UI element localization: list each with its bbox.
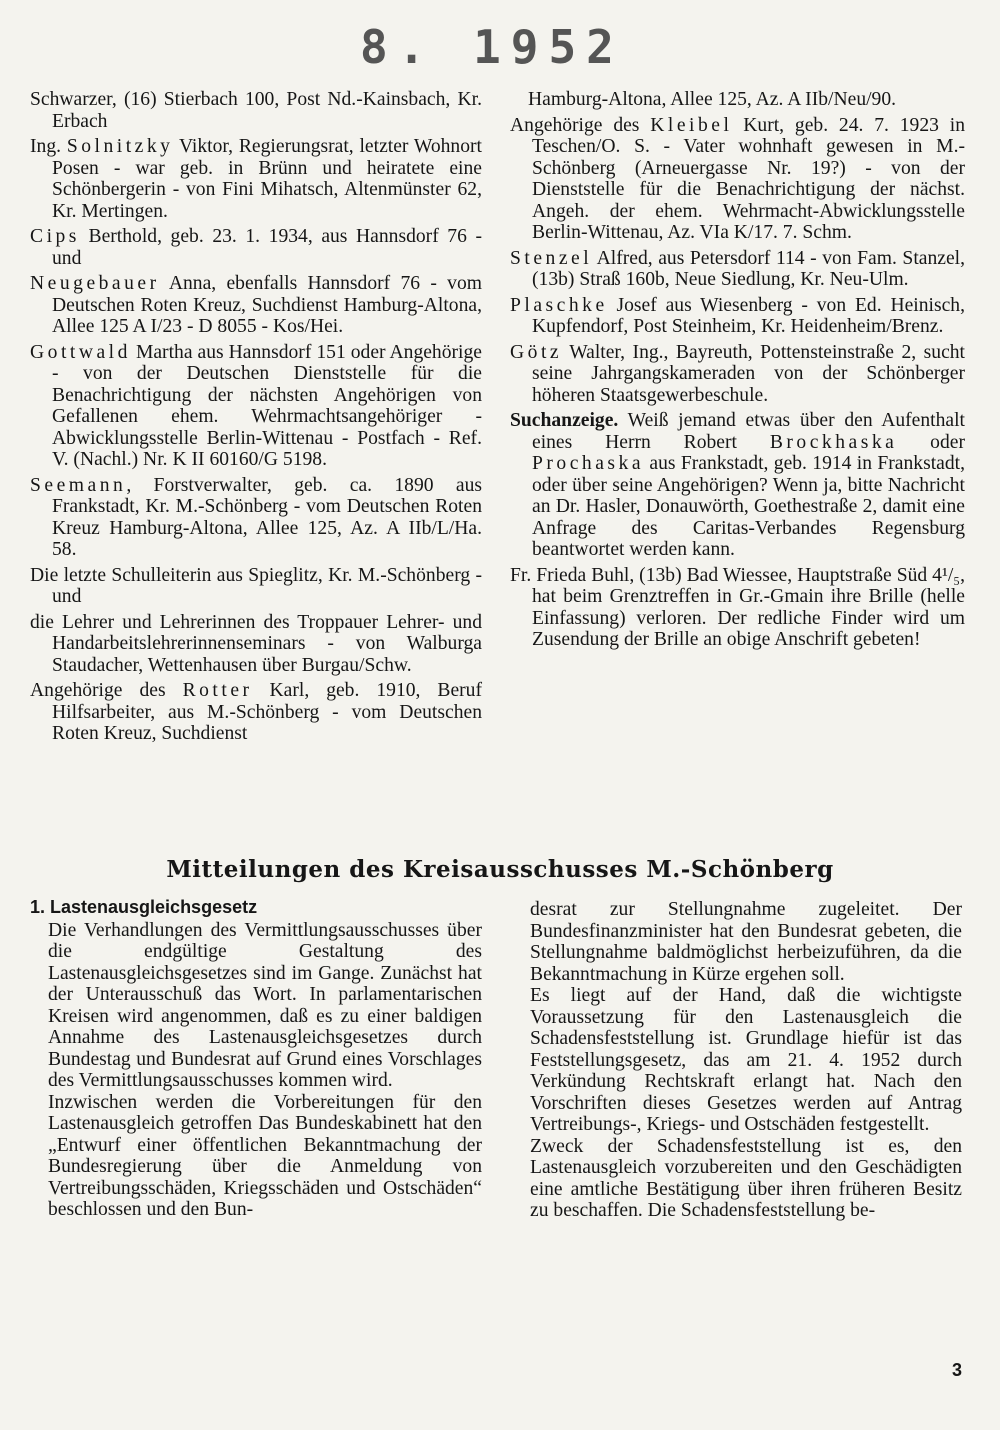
article-paragraph: desrat zur Stellungnahme zugeleitet. Der Bundesfinanzminister hat den Bundesrat gebeten, die Stellungnahme baldmöglichst herbeizuführen, da die Bekanntmachung in Kürze ergehen soll. bbox=[530, 899, 962, 985]
notice: Angehörige des Rotter Karl, geb. 1910, Beruf Hilfsarbeiter, aus M.-Schönberg - vom Deutschen Roten Kreuz, Suchdienst bbox=[30, 680, 483, 744]
article-paragraph: Es liegt auf der Hand, daß die wichtigste Voraussetzung für den Lastenausgleich die Schadensfeststellung ist. Grundlage hiefür ist das Feststellungsgesetz, das am 21. 4. 1952 durch Verkündung Rechtskraft erlangt hat. Nach den Vorschriften dieses Gesetzes werden auf Antrag Vertreibungs-, Kriegs- und Ostschäden festgestellt. bbox=[530, 985, 962, 1135]
notice: Stenzel Alfred, aus Petersdorf 114 - von Fam. Stanzel, (13b) Straß 160b, Neue Siedlung, Kr. Neu-Ulm. bbox=[510, 247, 965, 290]
notice: Gottwald Martha aus Hannsdorf 151 oder Angehörige - von der Deutschen Dienststelle für die Benachrichtigung der nächsten Angehörigen von Gefallenen ehem. Wehrmachtsangehöriger - Abwicklungsstelle Berlin-Wittenau - Postfach - Ref. V. (Nachl.) Nr. K II 60160/G 5198. bbox=[30, 341, 482, 470]
left-column-notices bbox=[30, 89, 482, 749]
notice: Neugebauer Anna, ebenfalls Hannsdorf 76 - vom Deutschen Roten Kreuz, Suchdienst Hamburg-Altona, Allee 125 A I/23 - D 8055 - Kos/Hei. bbox=[30, 273, 482, 337]
article-paragraph: Die Verhandlungen des Vermittlungsausschusses über die endgültige Gestaltung des Lastenausgleichsgesetzes sind im Gange. Zunächst hat der Unterausschuß das Wort. In parlamentarischen Kreisen wird angenommen, daß es zu einer baldigen Annahme des Lastenausgleichsgesetzes durch Bundestag und Bundesrat auf Grund eines Vorschlages des Vermittlungsausschusses kommen wird. bbox=[48, 919, 482, 1091]
notice: Seemann, Forstverwalter, geb. ca. 1890 aus Frankstadt, Kr. M.-Schönberg - vom Deutschen Roten Kreuz Hamburg-Altona, Allee 125, Az. A IIb/L/Ha. 58. bbox=[30, 474, 482, 560]
article-right-column bbox=[530, 899, 962, 1222]
notice: Ing. Solnitzky Viktor, Regierungsrat, letzter Wohnort Posen - war geb. in Brünn und heiratete eine Schönbergerin - von Fini Mihatsch, Altenmünster 62, Kr. Mertingen. bbox=[30, 136, 482, 222]
article-paragraph: Zweck der Schadensfeststellung ist es, den Lastenausgleich vorzubereiten und den Geschädigten eine amtliche Bestätigung über ihren früheren Besitz zu beschaffen. Die Schadensfeststellung be- bbox=[530, 1135, 962, 1221]
section-heading: Mitteilungen des Kreisausschusses M.-Schönberg bbox=[166, 856, 834, 883]
notice: Schwarzer, (16) Stierbach 100, Post Nd.-Kainsbach, Kr. Erbach bbox=[30, 89, 482, 132]
article-paragraph: Inzwischen werden die Vorbereitungen für den Lastenausgleich getroffen Das Bundeskabinett hat den „Entwurf einer öffentlichen Bekanntmachung der Bundesregierung über die Anmeldung von Vertreibungsschäden, Kriegsschäden und Ostschäden“ beschlossen und den Bun- bbox=[48, 1091, 482, 1220]
search-notice: Suchanzeige. Weiß jemand etwas über den Aufenthalt eines Herrn Robert Brockhaska oder Prochaska aus Frankstadt, geb. 1914 in Frankstadt, oder über seine Angehörigen? Wenn ja, bitte Nachricht an Dr. Hasler, Donauwörth, Goethestraße 2, damit eine Anfrage des Caritas-Verbandes Regensburg beantwortet werden kann. bbox=[510, 410, 965, 560]
notice: Die letzte Schulleiterin aus Spieglitz, Kr. M.-Schönberg - und bbox=[30, 564, 482, 607]
article-left-column bbox=[30, 897, 482, 1221]
article-title: 1. Lastenausgleichsgesetz bbox=[30, 897, 258, 917]
notice: Angehörige des Kleibel Kurt, geb. 24. 7. 1923 in Teschen/O. S. - Vater wohnhaft gewesen in M.-Schönberg (Arneuergasse Nr. 19?) - von der Dienststelle für die Benachrichtigung der nächst. Angeh. der ehem. Wehrmacht-Abwicklungsstelle Berlin-Wittenau, Az. VIa K/17. 7. Schm. bbox=[510, 114, 965, 243]
date-stamp: 8. 1952 bbox=[360, 20, 624, 74]
notice-continuation: Hamburg-Altona, Allee 125, Az. A IIb/Neu/90. bbox=[528, 89, 897, 110]
notice: Plaschke Josef aus Wiesenberg - von Ed. Heinisch, Kupfendorf, Post Steinheim, Kr. Heidenheim/Brenz. bbox=[510, 294, 965, 337]
page-number: 3 bbox=[952, 1360, 963, 1380]
right-column-notices bbox=[510, 89, 965, 655]
notice: Götz Walter, Ing., Bayreuth, Pottensteinstraße 2, sucht seine Jahrgangskameraden von der Schönberger höheren Staatsgewerbeschule. bbox=[510, 341, 965, 406]
notice: Cips Berthold, geb. 23. 1. 1934, aus Hannsdorf 76 - und bbox=[30, 226, 482, 269]
notice: die Lehrer und Lehrerinnen des Troppauer Lehrer- und Handarbeitslehrerinnenseminars - von Walburga Staudacher, Wettenhausen über Burgau/Schw. bbox=[30, 611, 482, 676]
notice: Fr. Frieda Buhl, (13b) Bad Wiessee, Hauptstraße Süd 4¹/₅, hat beim Grenztreffen in Gr.-Gmain ihre Brille (helle Einfassung) verloren. Der redliche Finder wird um Zusendung der Brille an obige Anschrift gebeten! bbox=[510, 564, 965, 650]
